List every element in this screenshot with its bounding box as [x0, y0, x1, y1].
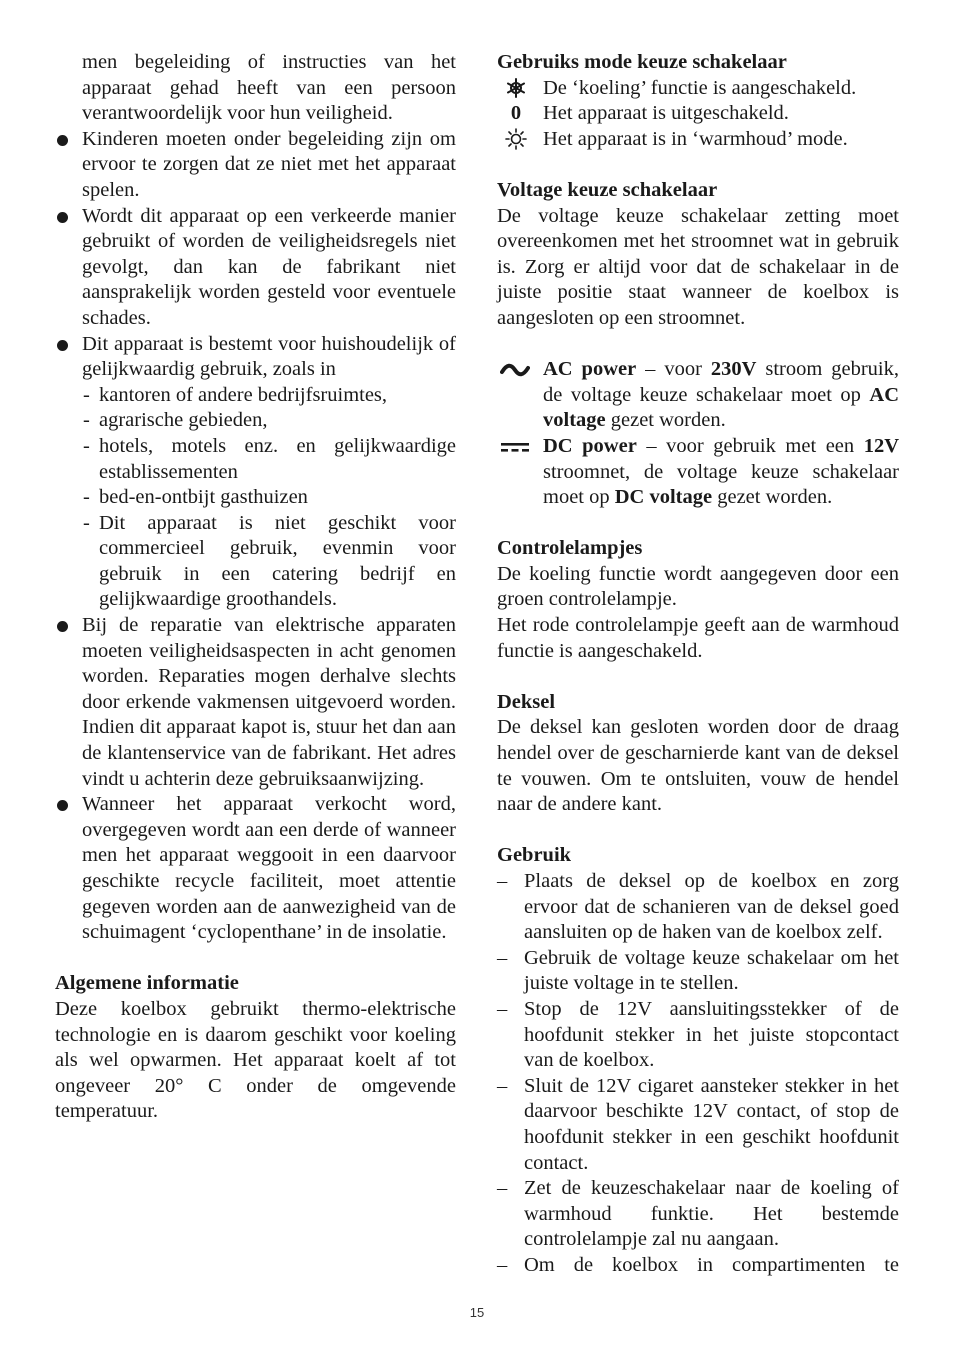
use-item: – Gebruik de voltage keuze schakelaar om het juiste voltage in te stellen.: [497, 946, 899, 995]
mode-item-warm: Het apparaat is in ‘warmhoud’ mode.: [497, 127, 899, 153]
dash-marker: –: [497, 1177, 508, 1200]
off-symbol: 0: [510, 101, 522, 124]
sub-item: - bed-en-ontbijt gasthuizen: [55, 485, 456, 511]
use-heading: Gebruik: [497, 844, 572, 867]
spacer: [497, 152, 899, 178]
dash-marker: –: [497, 946, 508, 969]
mode-item-off: 0 Het apparaat is uitgeschakeld.: [497, 101, 899, 127]
bullet-item: Wanneer het apparaat verkocht word, overgegeven wordt aan een derde of wanneer men het apparaat weggooit in een daarvoor geschikte recycle faciliteit, moet attentie gegeven worden aan de aanwezigheid van de schuimagent ‘cyclopenthane’ in de insolatie.: [55, 792, 456, 946]
spacer: [497, 664, 899, 690]
lid-heading: Deksel: [497, 690, 556, 713]
bullet-icon: [57, 135, 68, 146]
dash-marker: –: [497, 1074, 508, 1097]
use-item: – Om de koelbox in compartimenten te: [497, 1253, 899, 1279]
mode-heading: Gebruiks mode keuze schakelaar: [497, 51, 787, 73]
ac-power-item: AC power – voor 230V stroom gebruik, de voltage keuze schakelaar moet op AC voltage gezet worden.: [497, 357, 899, 434]
sub-marker: -: [83, 434, 90, 457]
bullet-item: Kinderen moeten onder begeleiding zijn om ervoor te zorgen dat ze niet met het apparaat spelen.: [55, 127, 456, 204]
bullet-icon: [57, 621, 68, 632]
sub-item: - hotels, motels enz. en gelijkwaardige establissementen: [83, 434, 456, 483]
page-number: 15: [469, 1305, 485, 1320]
mode-item-cool: De ‘koeling’ functie is aangeschakeld.: [497, 76, 899, 102]
ac-wave-icon: [500, 361, 530, 379]
lamps-text-2: Het rode controlelampje geeft aan de warmhoud functie is aangeschakeld.: [497, 614, 899, 662]
snowflake-icon: [503, 76, 529, 101]
bullet-icon: [57, 340, 68, 351]
use-item: – Stop de 12V aansluitingsstekker of de hoofdunit stekker in het juiste stopcontact van de koelbox.: [497, 997, 899, 1072]
sub-item: - kantoren of andere bedrijfsruimtes,: [55, 383, 456, 409]
intro-continuation: men begeleiding of instructies van het apparaat gehad heeft van een persoon verantwoordelijk voor hun veiligheid.: [82, 51, 456, 125]
lid-text: De deksel kan gesloten worden door de draag hendel over de gescharnierde kant van de deksel te vouwen. Om te ontsluiten, vouw de hendel naar de andere kant.: [497, 716, 899, 816]
lamps-text-1: De koeling functie wordt aangegeven door een groen controlelampje.: [497, 562, 899, 611]
sub-marker: -: [83, 511, 90, 534]
sub-marker: -: [83, 486, 90, 509]
spacer: [55, 946, 456, 972]
general-text: Deze koelbox gebruikt thermo-elektrische technologie en is daarom geschikt voor koeling als wel opwarmen. Het apparaat koelt af tot ongeveer 20° C onder de omgevende temperatuur.: [55, 997, 456, 1123]
sub-item: - Dit apparaat is niet geschikt voor commercieel gebruik, evenmin voor gebruik in een catering bedrijf en gelijkwaardige groothandels.: [83, 511, 456, 611]
use-item: – Zet de keuzeschakelaar naar de koeling of warmhoud funktie. Het bestemde controlelampje zal nu aangaan.: [497, 1177, 899, 1251]
dc-current-icon: [500, 438, 530, 456]
spacer: [497, 818, 899, 844]
sub-item: - agrarische gebieden,: [55, 408, 456, 434]
left-column: [55, 50, 456, 1125]
voltage-text: De voltage keuze schakelaar zetting moet overeenkomen met het stroomnet wat in gebruik is. Zorg er altijd voor dat de schakelaar in de juiste positie staat wanneer de koelbox is aangesloten op een stroomnet.: [497, 204, 899, 329]
dash-marker: –: [497, 1253, 508, 1276]
spacer: [497, 332, 899, 358]
bullet-item: Bij de reparatie van elektrische apparaten moeten veiligheidsaspecten in acht genomen worden. Reparaties mogen derhalve slechts door erkende vakmensen uitgevoerd worden. Indien dit apparaat kapot is, stuur het dan aan de klantenservice van de fabrikant. Het adres vindt u achterin deze gebruiksaanwijzing.: [55, 613, 456, 792]
dc-power-item: DC power – voor gebruik met een 12V stroomnet, de voltage keuze schakelaar moet op DC voltage gezet worden.: [497, 434, 899, 511]
general-heading: Algemene informatie: [55, 972, 239, 995]
sun-icon: [503, 127, 529, 152]
bullet-item: Wordt dit apparaat op een verkeerde manier gebruikt of worden de veiligheidsregels niet gevolgt, dan kan de fabrikant niet aansprakelijk worden gesteld voor eventuele schades.: [55, 204, 456, 332]
bullet-icon: [57, 212, 68, 223]
sub-marker: -: [83, 383, 90, 406]
dash-marker: –: [497, 997, 508, 1020]
bullet-item: Dit apparaat is bestemt voor huishoudelijk of gelijkwaardig gebruik, zoals in: [55, 332, 456, 383]
lamps-heading: Controlelampjes: [497, 537, 643, 560]
spacer: [497, 511, 899, 537]
use-item: – Sluit de 12V cigaret aansteker stekker in het daarvoor beschikte 12V contact, of stop de hoofdunit stekker in een geschikt hoofdunit contact.: [497, 1074, 899, 1174]
voltage-heading: Voltage keuze schakelaar: [497, 178, 718, 201]
use-item: – Plaats de deksel op de koelbox en zorg ervoor dat de schanieren van de deksel goed aansluiten op de haken van de koelbox zelf.: [497, 870, 899, 944]
sub-marker: -: [83, 409, 90, 432]
bullet-icon: [57, 800, 68, 811]
right-column: [497, 50, 899, 1279]
dash-marker: –: [497, 870, 508, 892]
